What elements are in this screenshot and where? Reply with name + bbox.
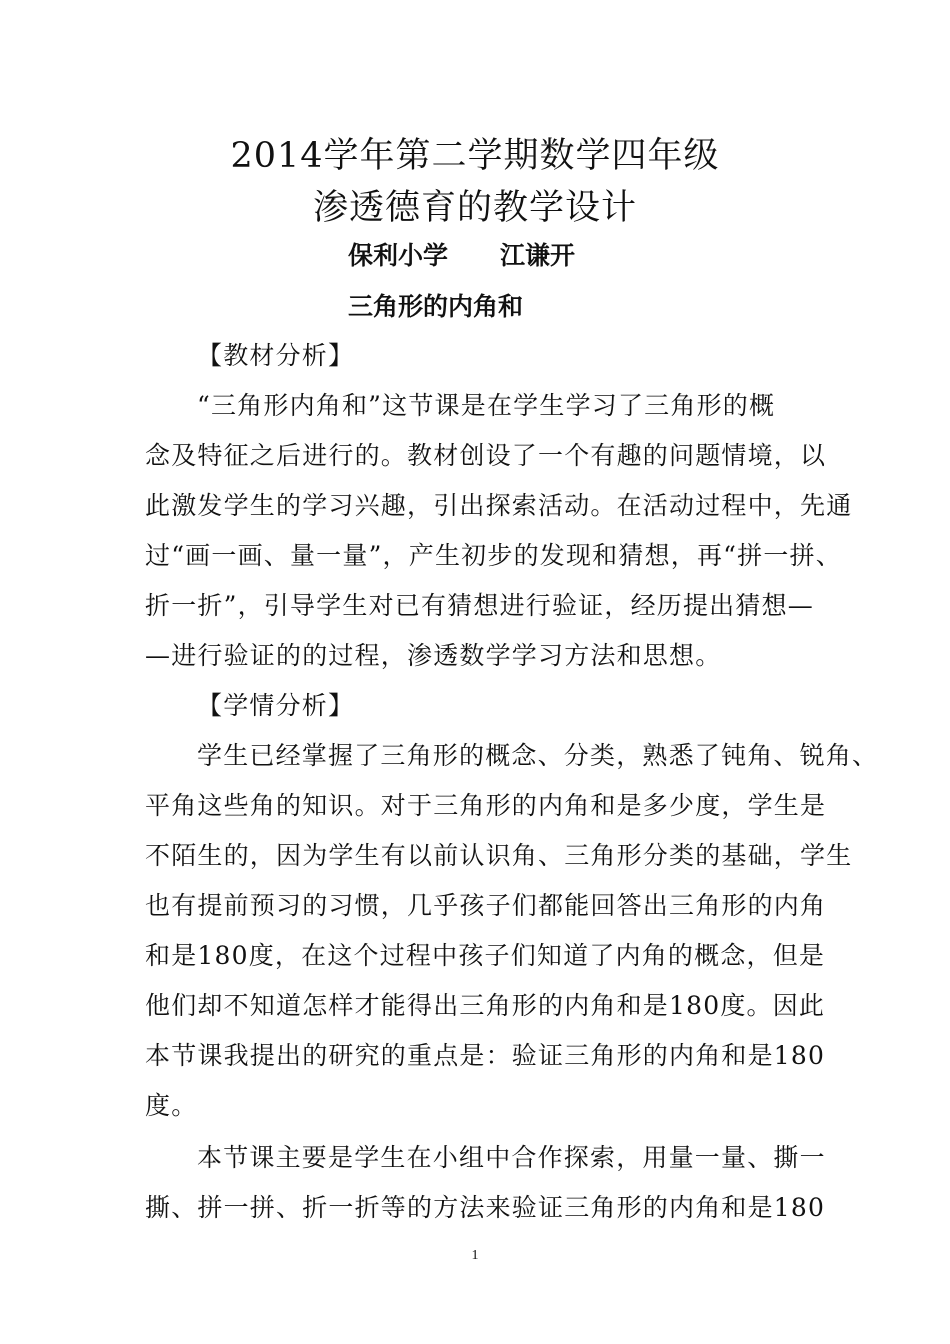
paragraph-line: 他们却不知道怎样才能得出三角形的内角和是180度。因此 — [145, 991, 826, 1020]
paragraph-line: 学生已经掌握了三角形的概念、分类，熟悉了钝角、锐角、 — [197, 741, 879, 770]
paragraph-line: 撕、拼一拼、折一折等的方法来验证三角形的内角和是180 — [145, 1193, 826, 1222]
paragraph-line: 此激发学生的学习兴趣，引出探索活动。在活动过程中，先通 — [145, 491, 853, 520]
paragraph-line: 本节课我提出的研究的重点是：验证三角形的内角和是180 — [145, 1041, 826, 1070]
section-heading: 【教材分析】 — [197, 341, 355, 370]
document-title-line1: 2014学年第二学期数学四年级 — [230, 136, 720, 176]
document-title-line2: 渗透德育的教学设计 — [312, 188, 637, 228]
lesson-title: 三角形的内角和 — [348, 292, 524, 321]
paragraph-line: 度。 — [145, 1091, 198, 1120]
author-name: 江谦开 — [500, 241, 576, 270]
paragraph-line: 折一折”，引导学生对已有猜想进行验证，经历提出猜想— — [145, 591, 814, 620]
paragraph-line: 和是180度，在这个过程中孩子们知道了内角的概念，但是 — [145, 941, 826, 970]
paragraph-line: 念及特征之后进行的。教材创设了一个有趣的问题情境，以 — [145, 441, 827, 470]
page-number: 1 — [471, 1248, 479, 1263]
paragraph-line: —进行验证的的过程，渗透数学学习方法和思想。 — [145, 641, 722, 670]
paragraph-line: 过“画一画、量一量”，产生初步的发现和猜想，再“拼一拼、 — [145, 541, 842, 570]
paragraph-line: 平角这些角的知识。对于三角形的内角和是多少度，学生是 — [145, 791, 827, 820]
paragraph-line: 也有提前预习的习惯，几乎孩子们都能回答出三角形的内角 — [145, 891, 827, 920]
byline — [348, 236, 575, 272]
paragraph-line: “三角形内角和”这节课是在学生学习了三角形的概 — [197, 391, 776, 420]
section-heading: 【学情分析】 — [197, 691, 355, 720]
paragraph-line: 不陌生的，因为学生有以前认识角、三角形分类的基础，学生 — [145, 841, 853, 870]
school-name: 保利小学 — [348, 241, 449, 270]
paragraph-line: 本节课主要是学生在小组中合作探索，用量一量、撕一 — [197, 1143, 826, 1172]
